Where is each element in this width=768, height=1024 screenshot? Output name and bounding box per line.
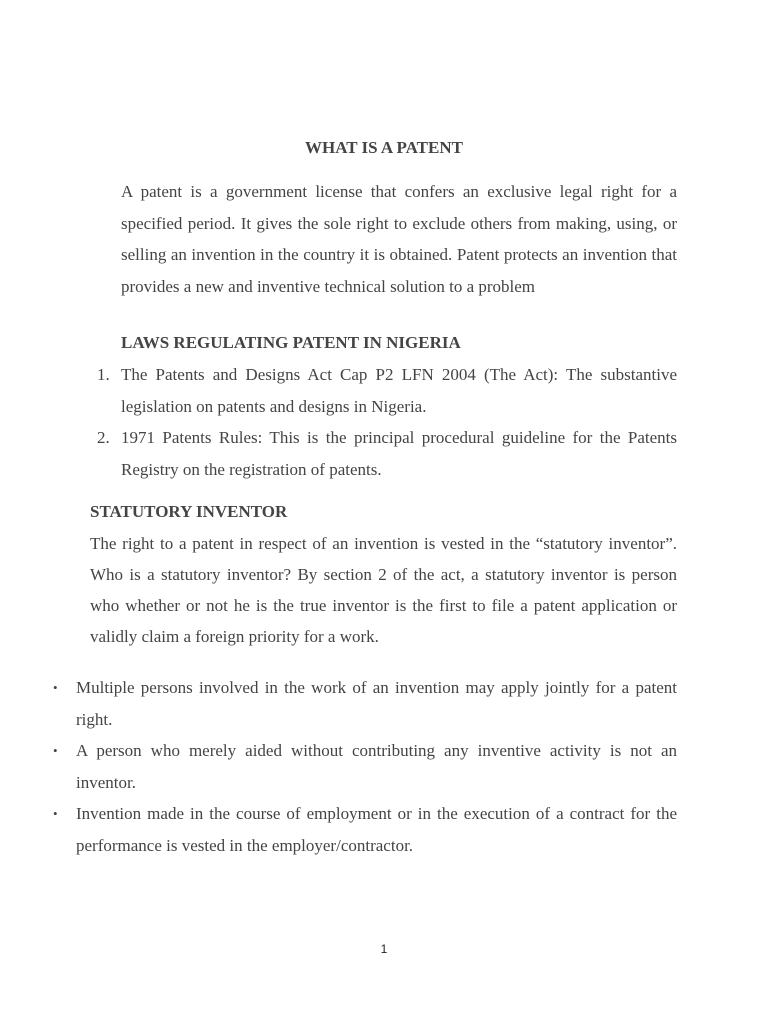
list-item: [97, 359, 677, 422]
list-item: [97, 422, 677, 485]
laws-heading: LAWS REGULATING PATENT IN NIGERIA: [121, 333, 461, 352]
bullet-icon: •: [53, 743, 58, 758]
list-item-text: Invention made in the course of employment or in the execution of a contract for the performance is vested in the employer/contractor.: [76, 804, 677, 855]
list-item-text: A person who merely aided without contributing any inventive activity is not an inventor.: [76, 741, 677, 792]
list-item: [53, 798, 677, 861]
list-item-text: The Patents and Designs Act Cap P2 LFN 2004 (The Act): The substantive legislation on patents and designs in Nigeria.: [121, 365, 677, 416]
list-item-number: 2.: [97, 428, 110, 447]
list-item-number: 1.: [97, 365, 110, 384]
bullet-icon: •: [53, 680, 58, 695]
bullet-list: [53, 672, 677, 861]
intro-paragraph: A patent is a government license that confers an exclusive legal right for a specified period. It gives the sole right to exclude others from making, using, or selling an invention in the country it is obtained. Patent protects an invention that provides a new and inventive technical solution to a problem: [121, 182, 677, 296]
page-number: 1: [380, 942, 388, 956]
bullet-icon: •: [53, 806, 58, 821]
list-item: [53, 735, 677, 798]
document-title: WHAT IS A PATENT: [305, 138, 463, 157]
list-item-text: 1971 Patents Rules: This is the principal procedural guideline for the Patents Registry on the registration of patents.: [121, 428, 677, 479]
laws-list: [97, 359, 677, 485]
list-item-text: Multiple persons involved in the work of an invention may apply jointly for a patent right.: [76, 678, 677, 729]
statutory-inventor-paragraph: The right to a patent in respect of an invention is vested in the “statutory inventor”. Who is a statutory inventor? By section 2 of the act, a statutory inventor is person who whether or not he is the true inventor is the first to file a patent application or validly claim a foreign priority for a work.: [90, 534, 677, 646]
list-item: [53, 672, 677, 735]
statutory-inventor-heading: STATUTORY INVENTOR: [90, 502, 288, 521]
